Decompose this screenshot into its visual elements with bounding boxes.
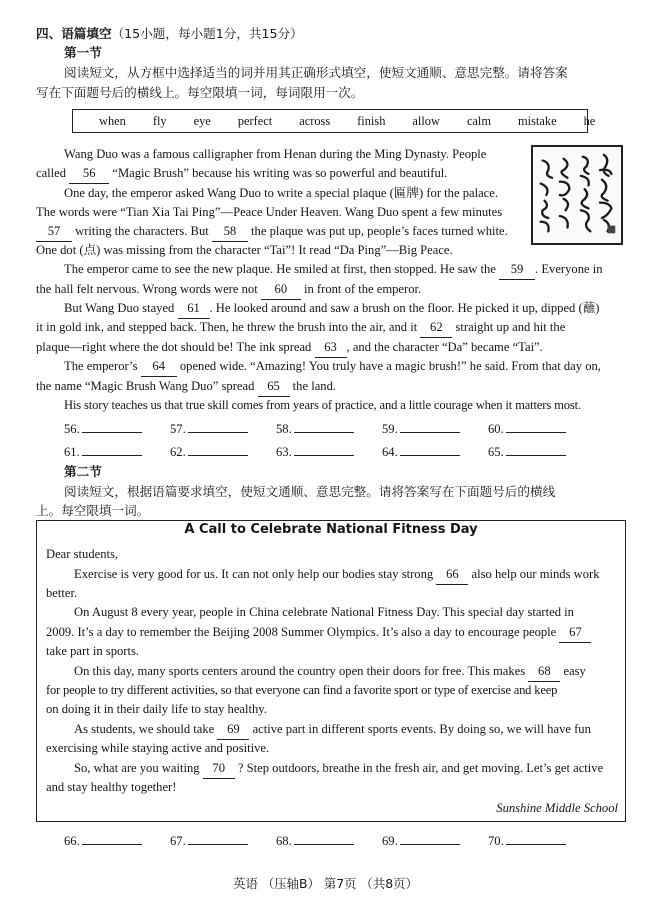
answer-slot[interactable]: 70.: [488, 832, 594, 849]
blank-59[interactable]: 59: [499, 260, 535, 280]
blank-66[interactable]: 66: [436, 565, 468, 585]
passage1-line: called 56 “Magic Brush” because his writing was so powerful and beautiful.: [36, 164, 526, 184]
word-option: across: [299, 113, 331, 128]
answer-slot[interactable]: 60.: [488, 420, 594, 437]
passage2-signature: Sunshine Middle School: [496, 801, 618, 815]
word-option: mistake: [518, 113, 557, 128]
passage1-line: The emperor came to see the new plaque. He smiled at first, then stopped. He saw the 59 . Everyone in: [64, 260, 626, 280]
answer-slot[interactable]: 62.: [170, 443, 276, 460]
answer-slot[interactable]: 63.: [276, 443, 382, 460]
answer-slot[interactable]: 57.: [170, 420, 276, 437]
passage1-line: The words were “Tian Xia Tai Ping”—Peace Under Heaven. Wang Duo spent a few minutes: [36, 205, 503, 219]
answer-row-1: [64, 420, 594, 437]
passage1-line: it in gold ink, and stepped back. Then, he threw the brush into the air, and it 62 straight up and hit the: [36, 318, 628, 338]
word-option: calm: [466, 113, 492, 128]
part2-instruction-2: 上。每空限填一词。: [36, 503, 150, 518]
passage2-line: and stay healthy together!: [46, 780, 177, 794]
word-option: he: [583, 113, 596, 128]
word-option: finish: [357, 113, 386, 128]
answer-slot[interactable]: 68.: [276, 832, 382, 849]
word-option: allow: [412, 113, 440, 128]
passage1-line: His story teaches us that true skill comes from years of practice, and a little courage when it matters most.: [64, 398, 581, 412]
passage1-line: the name “Magic Brush Wang Duo” spread 65 the land.: [36, 377, 628, 397]
answer-row-2: [64, 443, 594, 460]
passage2-greeting: Dear students,: [46, 547, 119, 561]
answer-slot[interactable]: 64.: [382, 443, 488, 460]
blank-56[interactable]: 56: [69, 164, 109, 184]
word-option: fly: [152, 113, 167, 128]
calligraphy-image-icon: [531, 145, 623, 245]
passage2-line: 2009. It’s a day to remember the Beijing 2008 Summer Olympics. It’s also a day to encourage people 67: [46, 623, 618, 643]
passage1-line: the hall felt nervous. Wrong words were not 60 in front of the emperor.: [36, 280, 628, 300]
passage2-line: exercising while staying active and positive.: [46, 741, 270, 755]
page-footer: 英语 （压轴B） 第7页 （共8页）: [233, 876, 418, 891]
blank-67[interactable]: 67: [559, 623, 591, 643]
part2-instruction-1: 阅读短文，根据语篇要求填空，使短文通顺、意思完整。请将答案写在下面题号后的横线: [64, 484, 556, 499]
answer-slot[interactable]: 61.: [64, 443, 170, 460]
answer-slot[interactable]: 56.: [64, 420, 170, 437]
blank-65[interactable]: 65: [258, 377, 290, 397]
word-option: when: [99, 113, 126, 128]
answer-slot[interactable]: 58.: [276, 420, 382, 437]
passage1-line: 57 writing the characters. But 58 the plaque was put up, people’s faces turned white.: [36, 222, 526, 242]
passage2-line: On August 8 every year, people in China celebrate National Fitness Day. This special day started in: [74, 605, 574, 619]
passage1-line: The emperor’s 64 opened wide. “Amazing! You truly have a magic brush!” he said. From that day on,: [64, 357, 626, 377]
blank-68[interactable]: 68: [528, 662, 560, 682]
blank-61[interactable]: 61: [178, 299, 210, 319]
passage2-line: for people to try different activities, so that everyone can find a favorite sport or type of exercise and keep: [46, 683, 558, 697]
part1-instruction-1: 阅读短文，从方框中选择适当的词并用其正确形式填空，使短文通顺、意思完整。请将答案: [64, 65, 568, 80]
passage2-line: better.: [46, 586, 78, 600]
blank-57[interactable]: 57: [36, 222, 72, 242]
passage1-line: One day, the emperor asked Wang Duo to write a special plaque (匾牌) for the palace.: [64, 186, 499, 200]
word-box: [72, 109, 596, 133]
word-option: eye: [193, 113, 211, 128]
passage2-line: on doing it in their daily life to stay healthy.: [46, 702, 267, 716]
part1-instruction-2: 写在下面题号后的横线上。每空限填一词，每词限用一次。: [36, 85, 364, 100]
passage2-line: Exercise is very good for us. It can not only help our bodies stay strong 66 also help our minds work: [74, 565, 618, 585]
passage2-line: As students, we should take 69 active part in different sports events. By doing so, we will have fun: [74, 720, 618, 740]
part2-title: 第二节: [64, 464, 102, 479]
blank-70[interactable]: 70: [203, 759, 235, 779]
answer-slot[interactable]: 65.: [488, 443, 594, 460]
blank-69[interactable]: 69: [217, 720, 249, 740]
passage2-line: take part in sports.: [46, 644, 140, 658]
blank-62[interactable]: 62: [420, 318, 452, 338]
blank-64[interactable]: 64: [141, 357, 177, 377]
answer-row-3: [64, 832, 594, 849]
passage2-line: So, what are you waiting 70 ? Step outdoors, breathe in the fresh air, and get moving. Let’s get active: [74, 759, 618, 779]
passage2-line: On this day, many sports centers around the country open their doors for free. This makes 68 easy: [74, 662, 618, 682]
passage1-line: Wang Duo was a famous calligrapher from Henan during the Ming Dynasty. People: [64, 147, 487, 161]
passage1-line: plaque—right where the dot should be! The ink spread 63 , and the character “Da” became “Tai”.: [36, 338, 628, 358]
passage1-line: But Wang Duo stayed 61 . He looked around and saw a brush on the floor. He picked it up, dipped (蘸): [64, 299, 626, 319]
section-heading: 四、语篇填空（15小题，每小题1分，共15分）: [36, 26, 303, 41]
answer-slot[interactable]: 67.: [170, 832, 276, 849]
passage1-line: One dot (点) was missing from the character “Tai”! It read “Da Ping”—Big Peace.: [36, 243, 453, 257]
blank-60[interactable]: 60: [261, 280, 301, 300]
blank-63[interactable]: 63: [315, 338, 347, 358]
blank-58[interactable]: 58: [212, 222, 248, 242]
part1-title: 第一节: [64, 45, 102, 60]
answer-slot[interactable]: 66.: [64, 832, 170, 849]
word-option: perfect: [237, 113, 273, 128]
passage2-title: A Call to Celebrate National Fitness Day: [184, 522, 478, 537]
answer-slot[interactable]: 69.: [382, 832, 488, 849]
answer-slot[interactable]: 59.: [382, 420, 488, 437]
